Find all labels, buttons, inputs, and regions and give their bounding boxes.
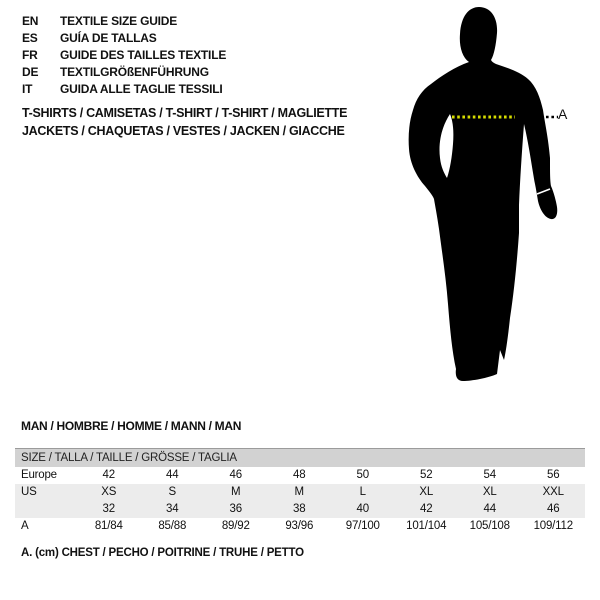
table-row-a-chest: [15, 518, 585, 535]
category-lines: [22, 104, 347, 140]
table-cell: 93/96: [285, 520, 314, 532]
table-row-europe: [15, 467, 585, 484]
lang-row-es: [22, 30, 226, 47]
lang-code: DE: [22, 65, 39, 79]
row-label: A: [21, 520, 29, 532]
category-tshirts: T-SHIRTS / CAMISETAS / T-SHIRT / T-SHIRT / MAGLIETTE: [22, 106, 348, 120]
table-cell: 105/108: [469, 520, 510, 532]
table-row-us-numeric: [15, 501, 585, 518]
lang-label: GUÍA DE TALLAS: [60, 31, 157, 45]
footnote-measure-legend: A. (cm) CHEST / PECHO / POITRINE / TRUHE / PETTO: [21, 547, 304, 559]
table-cell: 52: [420, 469, 433, 481]
table-cell: XL: [482, 486, 497, 498]
table-cell: 81/84: [94, 520, 123, 532]
size-table: [15, 448, 585, 535]
table-cell: XL: [419, 486, 434, 498]
table-cell: 97/100: [345, 520, 380, 532]
table-cell: 54: [483, 469, 496, 481]
lang-code: FR: [22, 48, 38, 62]
lang-label: TEXTILE SIZE GUIDE: [60, 14, 178, 28]
row-label: Europe: [21, 469, 57, 481]
table-cell: 46: [547, 503, 560, 515]
table-cell: M: [231, 486, 241, 498]
table-cell: 50: [356, 469, 369, 481]
lang-code: ES: [22, 31, 38, 45]
lang-row-de: [22, 64, 226, 81]
lang-label: TEXTILGRÖßENFÜHRUNG: [60, 65, 209, 79]
man-silhouette: [409, 7, 558, 381]
category-jackets: JACKETS / CHAQUETAS / VESTES / JACKEN / GIACCHE: [22, 124, 345, 138]
table-cell: 101/104: [406, 520, 447, 532]
table-row-us: [15, 484, 585, 501]
table-cell: 42: [102, 469, 115, 481]
measure-label-a: A: [558, 106, 568, 122]
table-cell: 32: [102, 503, 115, 515]
table-cell: 89/92: [221, 520, 250, 532]
table-cell: M: [294, 486, 304, 498]
table-cell: XXL: [542, 486, 564, 498]
size-table-header: SIZE / TALLA / TAILLE / GRÖSSE / TAGLIA: [15, 448, 585, 467]
table-cell: 36: [229, 503, 242, 515]
lang-code: IT: [22, 82, 33, 96]
man-silhouette-svg: [400, 0, 600, 400]
table-cell: 46: [229, 469, 242, 481]
table-cell: 109/112: [533, 520, 573, 532]
table-cell: XS: [101, 486, 117, 498]
section-title: MAN / HOMBRE / HOMME / MANN / MAN: [21, 419, 242, 433]
table-cell: L: [359, 486, 366, 498]
lang-label: GUIDA ALLE TAGLIE TESSILI: [60, 82, 223, 96]
lang-row-en: [22, 13, 226, 30]
lang-row-it: [22, 81, 226, 98]
man-figure: [400, 0, 600, 400]
table-cell: 44: [483, 503, 496, 515]
row-label: US: [21, 486, 37, 498]
table-cell: 40: [356, 503, 369, 515]
table-cell: 38: [293, 503, 306, 515]
lang-label: GUIDE DES TAILLES TEXTILE: [60, 48, 227, 62]
lang-row-fr: [22, 47, 226, 64]
table-cell: 56: [547, 469, 560, 481]
table-cell: S: [168, 486, 176, 498]
table-cell: 85/88: [158, 520, 187, 532]
table-cell: 42: [420, 503, 433, 515]
table-cell: 48: [293, 469, 306, 481]
table-cell: 34: [166, 503, 179, 515]
language-list: [22, 13, 226, 98]
lang-code: EN: [22, 14, 39, 28]
table-cell: 44: [166, 469, 179, 481]
